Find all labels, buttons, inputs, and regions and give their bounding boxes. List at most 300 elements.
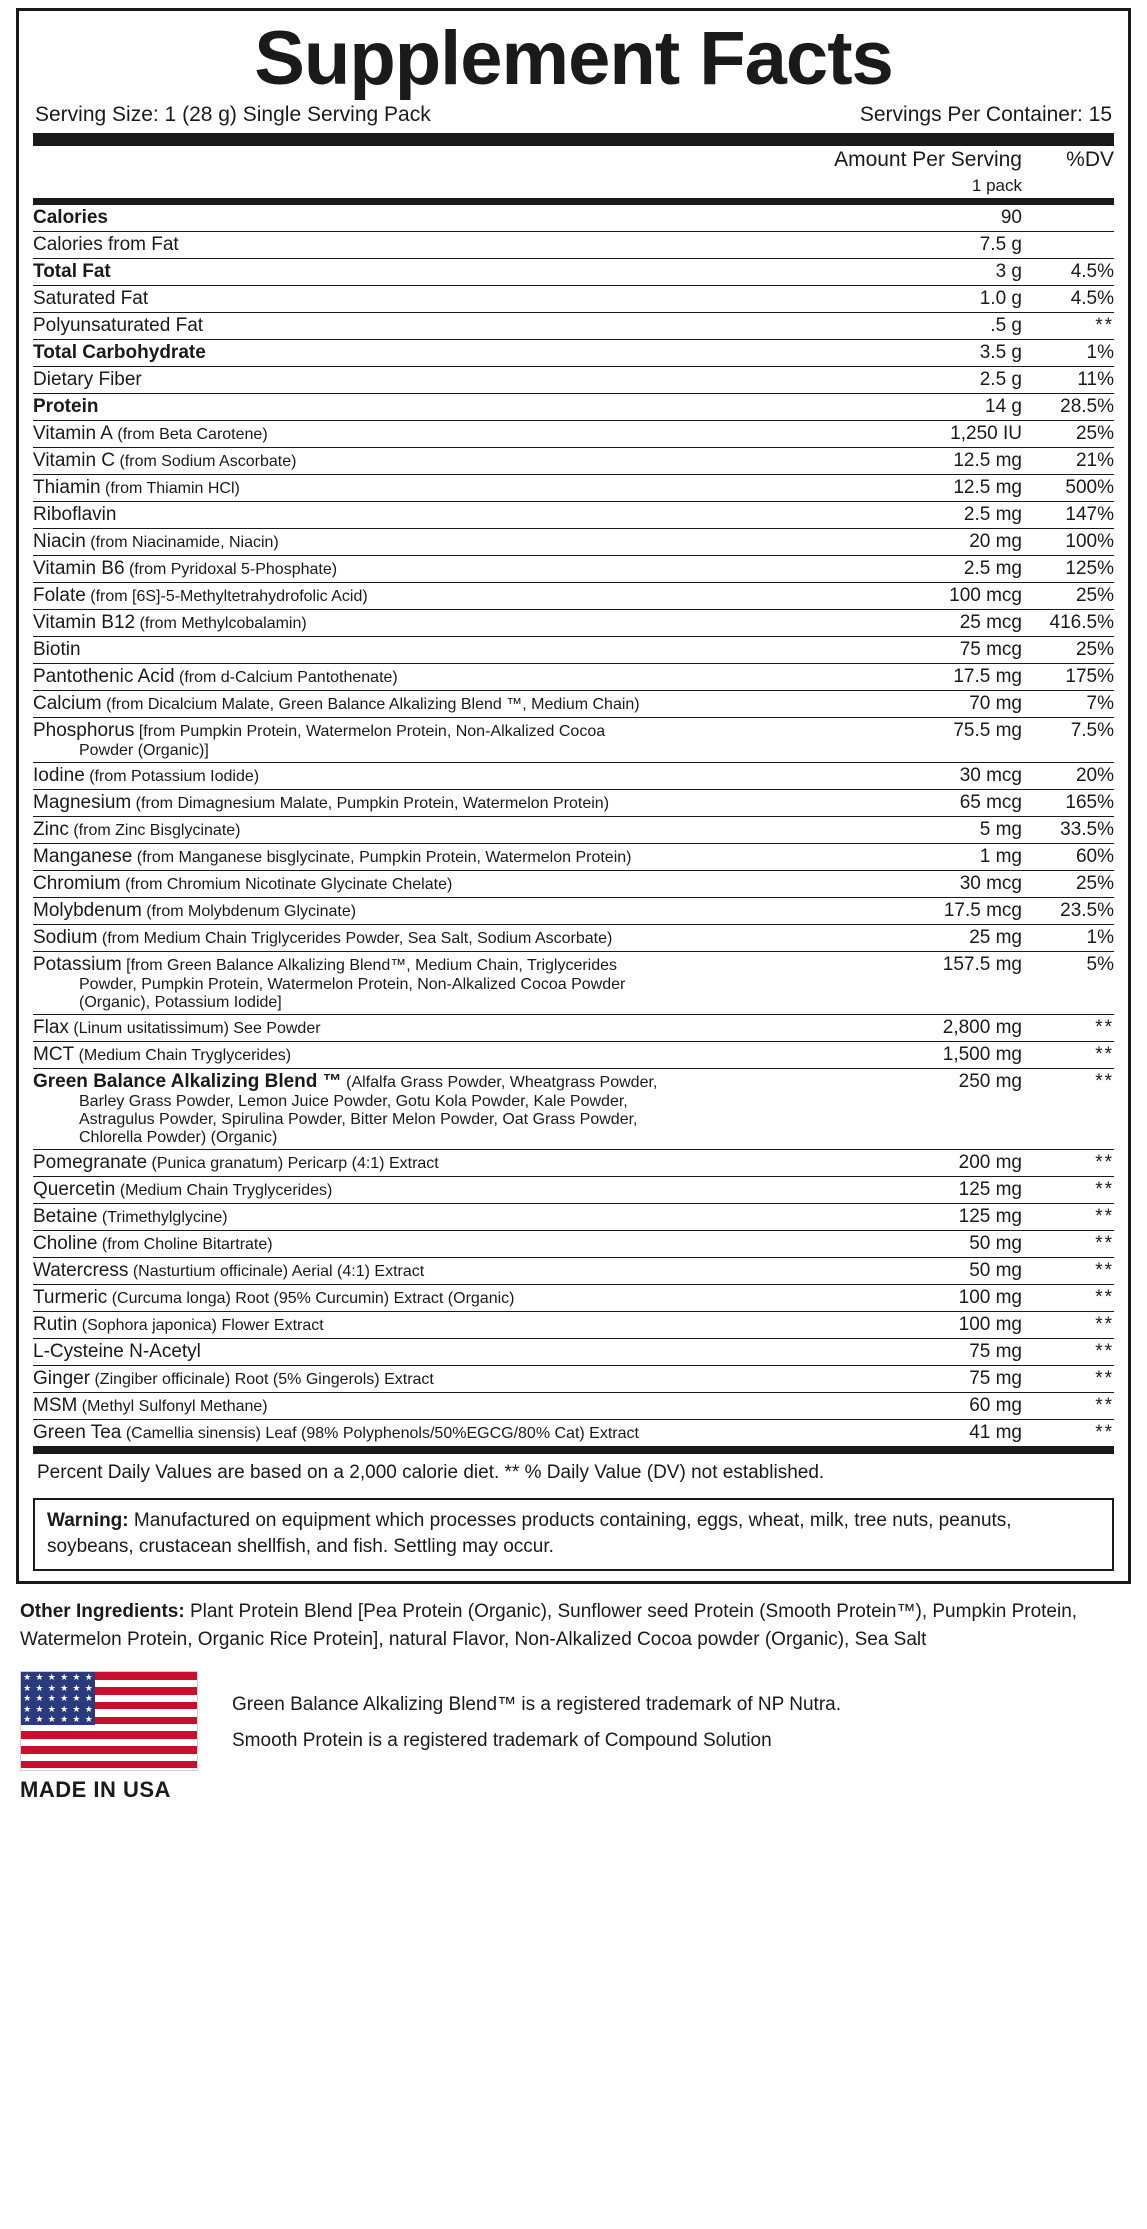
nutrient-name-cell <box>33 844 872 871</box>
table-row <box>33 1042 1114 1069</box>
nutrient-name: Manganese <box>33 846 133 867</box>
nutrient-daily-value: ** <box>1022 1285 1114 1312</box>
nutrient-daily-value: 125% <box>1022 556 1114 583</box>
nutrient-name-cell <box>33 232 872 259</box>
nutrient-daily-value: ** <box>1022 1312 1114 1339</box>
nutrient-amount: 1.0 g <box>872 286 1022 313</box>
nutrient-name-cell <box>33 871 872 898</box>
nutrient-source-continued: (Organic), Potassium Iodide] <box>79 994 282 1011</box>
nutrient-amount: 2.5 g <box>872 367 1022 394</box>
nutrient-name-cell <box>33 1339 872 1366</box>
table-row <box>33 286 1114 313</box>
nutrient-amount: 75 mcg <box>872 637 1022 664</box>
trademark-line-1: Green Balance Alkalizing Blend™ is a registered trademark of NP Nutra. <box>232 1694 842 1716</box>
nutrient-source: (Alfalfa Grass Powder, Wheatgrass Powder, <box>341 1074 658 1091</box>
nutrient-daily-value: ** <box>1022 1258 1114 1285</box>
table-row <box>33 664 1114 691</box>
serving-info <box>33 103 1114 131</box>
table-row <box>33 475 1114 502</box>
nutrient-amount: 125 mg <box>872 1204 1022 1231</box>
servings-per-container: Servings Per Container: 15 <box>859 103 1112 126</box>
table-row <box>33 1015 1114 1042</box>
nutrient-name: Phosphorus <box>33 720 135 741</box>
nutrient-name: L-Cysteine N-Acetyl <box>33 1341 201 1362</box>
nutrient-name-cell <box>33 205 872 232</box>
nutrient-source: (from Sodium Ascorbate) <box>115 453 297 470</box>
nutrient-name-cell <box>33 925 872 952</box>
flag-star-icon: ★ <box>60 1672 69 1683</box>
flag-star-icon: ★ <box>72 1693 81 1704</box>
made-in-usa-block <box>20 1671 198 1803</box>
nutrient-name-cell <box>33 1015 872 1042</box>
nutrient-daily-value: ** <box>1022 1339 1114 1366</box>
nutrient-name: MCT <box>33 1044 75 1065</box>
flag-star-icon: ★ <box>35 1714 44 1725</box>
nutrient-name: Rutin <box>33 1314 78 1335</box>
nutrient-name: Watercress <box>33 1260 129 1281</box>
made-in-usa-label: MADE IN USA <box>20 1777 171 1803</box>
nutrient-amount: 157.5 mg <box>872 952 1022 1015</box>
table-row <box>33 898 1114 925</box>
nutrient-source: [from Green Balance Alkalizing Blend™, Medium Chain, Triglycerides <box>121 957 618 974</box>
nutrient-name-cell <box>33 1150 872 1177</box>
nutrient-amount: 30 mcg <box>872 871 1022 898</box>
nutrient-name-cell <box>33 421 872 448</box>
table-row <box>33 1312 1114 1339</box>
nutrient-amount: 1,500 mg <box>872 1042 1022 1069</box>
flag-star-icon: ★ <box>84 1693 93 1704</box>
table-row <box>33 1339 1114 1366</box>
nutrient-daily-value: 25% <box>1022 421 1114 448</box>
nutrient-name: Calories from Fat <box>33 234 179 255</box>
nutrient-name: Vitamin B6 <box>33 558 125 579</box>
nutrient-daily-value: 25% <box>1022 637 1114 664</box>
flag-star-icon: ★ <box>35 1693 44 1704</box>
nutrient-daily-value: ** <box>1022 1204 1114 1231</box>
trademark-line-2: Smooth Protein is a registered trademark of Compound Solution <box>232 1730 772 1752</box>
flag-star-icon: ★ <box>47 1672 56 1683</box>
nutrient-name-cell <box>33 340 872 367</box>
flag-star-icon: ★ <box>23 1682 32 1693</box>
nutrient-amount: 100 mg <box>872 1312 1022 1339</box>
table-row <box>33 1204 1114 1231</box>
nutrient-daily-value: 4.5% <box>1022 286 1114 313</box>
nutrient-daily-value: 4.5% <box>1022 259 1114 286</box>
nutrient-daily-value: 416.5% <box>1022 610 1114 637</box>
nutrient-name: Total Fat <box>33 261 111 282</box>
nutrient-name: Iodine <box>33 765 85 786</box>
header-spacer <box>33 146 732 174</box>
flag-star-icon: ★ <box>47 1714 56 1725</box>
table-row <box>33 583 1114 610</box>
flag-star-icon: ★ <box>84 1714 93 1725</box>
nutrient-amount: 2,800 mg <box>872 1015 1022 1042</box>
nutrient-daily-value: 28.5% <box>1022 394 1114 421</box>
table-row <box>33 448 1114 475</box>
nutrient-amount: 12.5 mg <box>872 475 1022 502</box>
nutrient-name: Betaine <box>33 1206 98 1227</box>
nutrient-daily-value: 21% <box>1022 448 1114 475</box>
table-row <box>33 610 1114 637</box>
nutrient-daily-value: ** <box>1022 1150 1114 1177</box>
nutrient-amount: 200 mg <box>872 1150 1022 1177</box>
nutrient-source: (from Medium Chain Triglycerides Powder, Sea Salt, Sodium Ascorbate) <box>97 930 613 947</box>
nutrient-amount: 65 mcg <box>872 790 1022 817</box>
nutrient-source: (from Beta Carotene) <box>112 426 268 443</box>
nutrient-name-cell <box>33 718 872 763</box>
nutrient-source: (Sophora japonica) Flower Extract <box>77 1317 324 1334</box>
flag-star-icon: ★ <box>47 1703 56 1714</box>
nutrient-amount: 75.5 mg <box>872 718 1022 763</box>
divider-medium-bottom <box>33 1447 1114 1454</box>
nutrient-name-cell <box>33 691 872 718</box>
table-row <box>33 394 1114 421</box>
nutrient-name-cell <box>33 637 872 664</box>
nutrient-name: Calcium <box>33 693 102 714</box>
nutrient-amount: 1,250 IU <box>872 421 1022 448</box>
nutrient-daily-value: ** <box>1022 1015 1114 1042</box>
header-amount-sub: 1 pack <box>971 176 1022 195</box>
table-row <box>33 421 1114 448</box>
nutrient-name-cell <box>33 502 872 529</box>
nutrient-daily-value: ** <box>1022 1393 1114 1420</box>
table-row <box>33 367 1114 394</box>
nutrient-source: (Medium Chain Tryglycerides) <box>115 1182 333 1199</box>
table-row <box>33 502 1114 529</box>
flag-star-icon: ★ <box>23 1672 32 1683</box>
divider-thick-top <box>33 133 1114 146</box>
nutrient-daily-value: 147% <box>1022 502 1114 529</box>
nutrient-source: (Methyl Sulfonyl Methane) <box>77 1398 268 1415</box>
nutrient-name-cell <box>33 763 872 790</box>
flag-star-icon: ★ <box>47 1682 56 1693</box>
nutrient-name: Folate <box>33 585 86 606</box>
nutrient-amount: 7.5 g <box>872 232 1022 259</box>
table-row <box>33 1420 1114 1447</box>
nutrient-name-cell <box>33 1366 872 1393</box>
nutrient-name-cell <box>33 259 872 286</box>
nutrient-name-cell <box>33 817 872 844</box>
table-row <box>33 691 1114 718</box>
nutrient-source: (from Dicalcium Malate, Green Balance Alkalizing Blend ™, Medium Chain) <box>101 696 640 713</box>
serving-size: Serving Size: 1 (28 g) Single Serving Pack <box>35 103 431 126</box>
table-row <box>33 871 1114 898</box>
nutrient-amount: 25 mcg <box>872 610 1022 637</box>
nutrient-daily-value <box>1022 232 1114 259</box>
nutrient-source: [from Pumpkin Protein, Watermelon Protein, Non-Alkalized Cocoa <box>134 723 606 740</box>
table-row <box>33 925 1114 952</box>
flag-star-icon: ★ <box>35 1672 44 1683</box>
table-row <box>33 556 1114 583</box>
nutrient-source-continued: Barley Grass Powder, Lemon Juice Powder, Gotu Kola Powder, Kale Powder, <box>79 1093 628 1110</box>
flag-star-icon: ★ <box>60 1693 69 1704</box>
nutrient-amount: 250 mg <box>872 1069 1022 1150</box>
table-row <box>33 1069 1114 1150</box>
nutrient-daily-value: 11% <box>1022 367 1114 394</box>
nutrient-daily-value: ** <box>1022 1177 1114 1204</box>
nutrient-name-cell <box>33 610 872 637</box>
nutrient-source: (Medium Chain Tryglycerides) <box>74 1047 292 1064</box>
nutrient-amount: 20 mg <box>872 529 1022 556</box>
nutrient-name-cell <box>33 556 872 583</box>
nutrient-name-cell <box>33 1204 872 1231</box>
nutrient-source-continued: Powder, Pumpkin Protein, Watermelon Protein, Non-Alkalized Cocoa Powder <box>79 976 626 993</box>
nutrient-daily-value: 60% <box>1022 844 1114 871</box>
nutrient-name: Vitamin A <box>33 423 113 444</box>
nutrient-daily-value: 7.5% <box>1022 718 1114 763</box>
nutrient-daily-value: 23.5% <box>1022 898 1114 925</box>
nutrient-amount: 17.5 mg <box>872 664 1022 691</box>
nutrient-amount: 100 mg <box>872 1285 1022 1312</box>
flag-canton <box>21 1672 95 1725</box>
nutrient-source: (Curcuma longa) Root (95% Curcumin) Extract (Organic) <box>107 1290 515 1307</box>
nutrient-source: (Zingiber officinale) Root (5% Gingerols) Extract <box>90 1371 434 1388</box>
nutrient-daily-value: 20% <box>1022 763 1114 790</box>
nutrient-amount: 41 mg <box>872 1420 1022 1447</box>
flag-star-icon: ★ <box>23 1693 32 1704</box>
nutrient-source: (from Zinc Bisglycinate) <box>68 822 241 839</box>
nutrient-amount: 14 g <box>872 394 1022 421</box>
nutrient-name-cell <box>33 1393 872 1420</box>
table-row <box>33 817 1114 844</box>
nutrient-name: Dietary Fiber <box>33 369 142 390</box>
nutrient-name-cell <box>33 664 872 691</box>
nutrient-source-continued: Astragulus Powder, Spirulina Powder, Bitter Melon Powder, Oat Grass Powder, <box>79 1111 638 1128</box>
flag-star-icon: ★ <box>60 1703 69 1714</box>
nutrient-amount: 17.5 mcg <box>872 898 1022 925</box>
flag-star-icon: ★ <box>60 1714 69 1725</box>
nutrient-name-cell <box>33 475 872 502</box>
daily-value-footnote: Percent Daily Values are based on a 2,000 calorie diet. ** % Daily Value (DV) not established. <box>37 1462 825 1483</box>
nutrient-name: Pantothenic Acid <box>33 666 175 687</box>
nutrient-source: (from Potassium Iodide) <box>84 768 260 785</box>
nutrient-daily-value: 25% <box>1022 583 1114 610</box>
nutrient-amount: 1 mg <box>872 844 1022 871</box>
other-ingredients-text: Plant Protein Blend [Pea Protein (Organic), Sunflower seed Protein (Smooth Protein™), Pumpkin Protein, Watermelon Protein, Organic Rice Protein], natural Flavor, Non-Alkalized Cocoa powder (Organic), Sea Salt <box>20 1601 1078 1650</box>
nutrient-name: Green Tea <box>33 1422 122 1443</box>
nutrition-table <box>33 205 1114 1447</box>
nutrient-name-cell <box>33 1420 872 1447</box>
nutrient-name-cell <box>33 1285 872 1312</box>
nutrient-amount: 2.5 mg <box>872 502 1022 529</box>
nutrient-name: Magnesium <box>33 792 132 813</box>
nutrient-name: Potassium <box>33 954 122 975</box>
nutrient-amount: 3 g <box>872 259 1022 286</box>
nutrient-name-cell <box>33 1258 872 1285</box>
header-dv: %DV <box>1066 148 1114 171</box>
nutrient-amount: 90 <box>872 205 1022 232</box>
nutrient-amount: 12.5 mg <box>872 448 1022 475</box>
warning-text: Manufactured on equipment which processes products containing, eggs, wheat, milk, tree nuts, peanuts, soybeans, crustacean shellfish, and fish. Settling may occur. <box>47 1510 1012 1557</box>
nutrient-daily-value <box>1022 205 1114 232</box>
nutrient-name-cell <box>33 952 872 1015</box>
nutrient-name-cell <box>33 448 872 475</box>
nutrient-name: Chromium <box>33 873 121 894</box>
nutrient-daily-value: ** <box>1022 1366 1114 1393</box>
nutrient-name-cell <box>33 790 872 817</box>
nutrient-name: Sodium <box>33 927 98 948</box>
nutrient-name: Green Balance Alkalizing Blend ™ <box>33 1071 342 1092</box>
nutrient-daily-value: 33.5% <box>1022 817 1114 844</box>
nutrient-amount: .5 g <box>872 313 1022 340</box>
table-row <box>33 718 1114 763</box>
nutrient-name-cell <box>33 583 872 610</box>
flag-star-icon: ★ <box>72 1682 81 1693</box>
nutrient-name: Ginger <box>33 1368 91 1389</box>
nutrient-name-cell <box>33 313 872 340</box>
nutrient-source: (from [6S]-5-Methyltetrahydrofolic Acid) <box>85 588 368 605</box>
page-title: Supplement Facts <box>254 16 893 101</box>
table-row <box>33 1258 1114 1285</box>
nutrient-amount: 2.5 mg <box>872 556 1022 583</box>
table-row <box>33 340 1114 367</box>
flag-star-icon: ★ <box>72 1703 81 1714</box>
flag-star-icon: ★ <box>47 1693 56 1704</box>
nutrient-amount: 3.5 g <box>872 340 1022 367</box>
nutrient-source: (from Manganese bisglycinate, Pumpkin Protein, Watermelon Protein) <box>132 849 632 866</box>
nutrient-amount: 50 mg <box>872 1231 1022 1258</box>
nutrient-daily-value: 165% <box>1022 790 1114 817</box>
nutrient-daily-value: 1% <box>1022 340 1114 367</box>
nutrient-amount: 125 mg <box>872 1177 1022 1204</box>
table-row <box>33 637 1114 664</box>
nutrient-name: Flax <box>33 1017 69 1038</box>
nutrient-source: (from Choline Bitartrate) <box>97 1236 273 1253</box>
nutrient-name: Niacin <box>33 531 86 552</box>
header-amount-per-serving: Amount Per Serving <box>834 148 1022 171</box>
nutrient-name-cell <box>33 1177 872 1204</box>
nutrient-name: Total Carbohydrate <box>33 342 206 363</box>
nutrient-daily-value: ** <box>1022 1420 1114 1447</box>
nutrient-daily-value: 25% <box>1022 871 1114 898</box>
nutrient-name: Vitamin C <box>33 450 116 471</box>
nutrient-name-cell <box>33 367 872 394</box>
table-row <box>33 790 1114 817</box>
nutrient-daily-value: ** <box>1022 1069 1114 1150</box>
usa-flag-icon <box>20 1671 198 1771</box>
nutrient-amount: 75 mg <box>872 1339 1022 1366</box>
nutrient-amount: 50 mg <box>872 1258 1022 1285</box>
header-spacer-2 <box>33 174 732 198</box>
nutrient-source: (from Methylcobalamin) <box>135 615 307 632</box>
nutrient-name: Calories <box>33 207 108 228</box>
table-row <box>33 529 1114 556</box>
nutrient-name: Molybdenum <box>33 900 142 921</box>
nutrient-daily-value: 175% <box>1022 664 1114 691</box>
nutrient-name: Saturated Fat <box>33 288 149 309</box>
divider-medium <box>33 198 1114 205</box>
nutrient-amount: 100 mcg <box>872 583 1022 610</box>
table-row <box>33 1393 1114 1420</box>
nutrient-source: (from Dimagnesium Malate, Pumpkin Protein, Watermelon Protein) <box>131 795 610 812</box>
nutrient-name-cell <box>33 286 872 313</box>
nutrient-source-continued: Powder (Organic)] <box>79 742 209 759</box>
nutrient-source: (Punica granatum) Pericarp (4:1) Extract <box>147 1155 439 1172</box>
table-row <box>33 205 1114 232</box>
nutrient-name: Riboflavin <box>33 504 117 525</box>
nutrient-source: (from Molybdenum Glycinate) <box>141 903 357 920</box>
other-ingredients <box>16 1584 1131 1657</box>
nutrient-name: Vitamin B12 <box>33 612 136 633</box>
nutrient-name: Zinc <box>33 819 69 840</box>
nutrient-daily-value: 7% <box>1022 691 1114 718</box>
nutrient-name: MSM <box>33 1395 78 1416</box>
footer <box>16 1657 1131 1803</box>
table-row <box>33 232 1114 259</box>
header-dv-spacer <box>1022 174 1114 198</box>
table-row <box>33 259 1114 286</box>
table-row <box>33 1177 1114 1204</box>
other-ingredients-label: Other Ingredients: <box>20 1601 185 1623</box>
nutrient-amount: 75 mg <box>872 1366 1022 1393</box>
nutrient-amount: 60 mg <box>872 1393 1022 1420</box>
nutrient-source: (from Chromium Nicotinate Glycinate Chelate) <box>120 876 453 893</box>
nutrient-name: Pomegranate <box>33 1152 148 1173</box>
table-row <box>33 313 1114 340</box>
table-row <box>33 1285 1114 1312</box>
nutrient-source: (from Pyridoxal 5-Phosphate) <box>124 561 338 578</box>
nutrient-source: (from Niacinamide, Niacin) <box>85 534 279 551</box>
nutrient-name: Choline <box>33 1233 98 1254</box>
nutrient-source: (Trimethylglycine) <box>97 1209 228 1226</box>
flag-star-icon: ★ <box>84 1672 93 1683</box>
table-row <box>33 1366 1114 1393</box>
nutrient-name-cell <box>33 529 872 556</box>
nutrient-daily-value: ** <box>1022 1231 1114 1258</box>
nutrient-name-cell <box>33 394 872 421</box>
flag-star-icon: ★ <box>60 1682 69 1693</box>
table-row <box>33 1231 1114 1258</box>
nutrient-name: Thiamin <box>33 477 101 498</box>
nutrient-name: Polyunsaturated Fat <box>33 315 204 336</box>
nutrient-daily-value: 1% <box>1022 925 1114 952</box>
nutrition-header-table <box>33 146 1114 198</box>
flag-star-icon: ★ <box>35 1682 44 1693</box>
nutrient-source: (Camellia sinensis) Leaf (98% Polyphenols/50%EGCG/80% Cat) Extract <box>121 1425 639 1442</box>
nutrient-source: (Linum usitatissimum) See Powder <box>68 1020 321 1037</box>
nutrient-source: (from Thiamin HCl) <box>100 480 240 497</box>
flag-star-icon: ★ <box>23 1714 32 1725</box>
nutrient-daily-value: 5% <box>1022 952 1114 1015</box>
flag-star-icon: ★ <box>84 1703 93 1714</box>
nutrient-name-cell <box>33 1231 872 1258</box>
flag-star-icon: ★ <box>72 1672 81 1683</box>
nutrient-amount: 30 mcg <box>872 763 1022 790</box>
nutrient-name: Biotin <box>33 639 81 660</box>
nutrient-source-continued: Chlorella Powder) (Organic) <box>79 1129 278 1146</box>
flag-star-icon: ★ <box>84 1682 93 1693</box>
nutrient-amount: 5 mg <box>872 817 1022 844</box>
supplement-facts-panel <box>16 8 1131 1584</box>
nutrient-name-cell <box>33 1069 872 1150</box>
nutrient-daily-value: ** <box>1022 1042 1114 1069</box>
nutrient-name: Turmeric <box>33 1287 108 1308</box>
nutrient-name: Quercetin <box>33 1179 116 1200</box>
nutrient-daily-value: 100% <box>1022 529 1114 556</box>
warning-label: Warning: <box>47 1510 129 1531</box>
warning-box <box>33 1498 1114 1571</box>
nutrient-daily-value: 500% <box>1022 475 1114 502</box>
nutrient-source: (from d-Calcium Pantothenate) <box>174 669 398 686</box>
trademark-notices <box>232 1671 841 1759</box>
table-row <box>33 844 1114 871</box>
table-row <box>33 763 1114 790</box>
nutrient-name-cell <box>33 1312 872 1339</box>
table-row <box>33 1150 1114 1177</box>
nutrient-amount: 70 mg <box>872 691 1022 718</box>
nutrient-name-cell <box>33 898 872 925</box>
table-row <box>33 952 1114 1015</box>
